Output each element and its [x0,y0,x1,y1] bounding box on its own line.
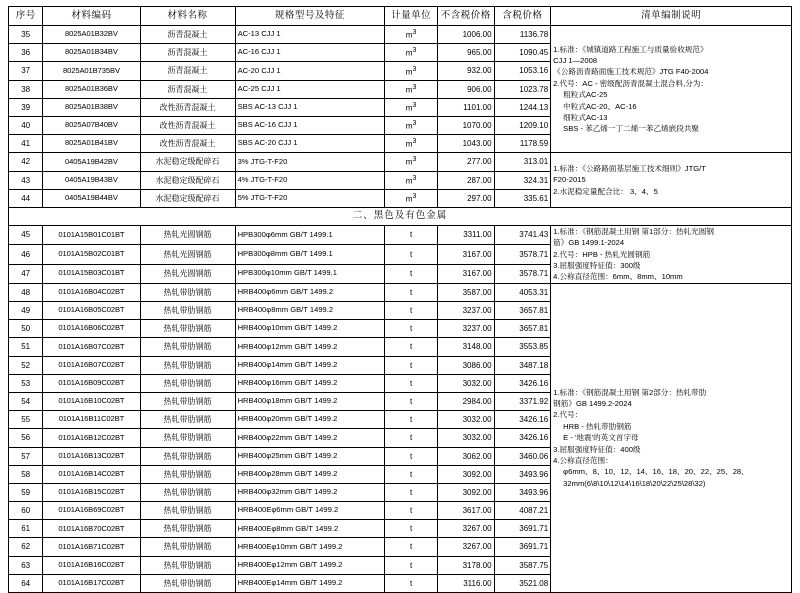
cell-unit: t [385,465,438,483]
note-line: E - '地震'的英文首字母 [563,433,639,443]
cell-name: 热轧光圆钢筋 [140,225,235,244]
cell-name: 热轧带肋钢筋 [140,302,235,320]
cell-name: 热轧带肋钢筋 [140,520,235,538]
cell-name: 热轧带肋钢筋 [140,483,235,501]
cell-price-excl-tax: 3086.00 [437,356,494,374]
cell-spec: HRB400Eφ8mm GB/T 1499.2 [235,520,385,538]
cell-unit: t [385,374,438,392]
table-row [9,26,792,44]
cell-price-incl-tax: 3691.71 [494,520,551,538]
header-spec: 规格型号及特征 [235,7,385,26]
cell-price-incl-tax: 313.01 [494,153,551,171]
cell-no: 46 [9,245,43,264]
cell-price-incl-tax: 3460.06 [494,447,551,465]
cell-name: 热轧光圆钢筋 [140,245,235,264]
header-unit: 计量单位 [385,7,438,26]
cell-price-excl-tax: 3178.00 [437,556,494,574]
cell-name: 热轧带肋钢筋 [140,338,235,356]
cell-code: 8025A01B34BV [43,44,140,62]
cell-no: 64 [9,574,43,592]
cell-price-excl-tax: 1043.00 [437,135,494,153]
cell-name: 热轧带肋钢筋 [140,502,235,520]
cell-price-excl-tax: 3092.00 [437,465,494,483]
cell-name: 热轧带肋钢筋 [140,283,235,301]
header-price-incl-tax: 含税价格 [494,7,551,26]
cell-code: 0101A16B05C02BT [43,302,140,320]
cell-price-incl-tax: 3741.43 [494,225,551,244]
cell-unit: m3 [385,189,438,207]
cell-spec: 3% JTG-T-F20 [235,153,385,171]
cell-unit: t [385,556,438,574]
cell-price-excl-tax: 3167.00 [437,264,494,283]
cell-spec: HRB400Eφ6mm GB/T 1499.2 [235,502,385,520]
cell-spec: HRB400φ6mm GB/T 1499.2 [235,283,385,301]
cell-spec: HRB400φ22mm GB/T 1499.2 [235,429,385,447]
cell-name: 热轧带肋钢筋 [140,392,235,410]
cell-price-incl-tax: 3487.18 [494,356,551,374]
note-line: 3.屈服强度特征值：400级 [553,444,641,454]
cell-unit: m3 [385,62,438,80]
cell-code: 0101A16B11C02BT [43,411,140,429]
cell-price-incl-tax: 324.31 [494,171,551,189]
cell-code: 0101A16B06C02BT [43,320,140,338]
cell-name: 沥青混凝土 [140,44,235,62]
note-line: 3.屈服强度特征值：300级 [553,261,641,271]
section-title-row [9,207,792,225]
cell-name: 改性沥青混凝土 [140,98,235,116]
cell-no: 47 [9,264,43,283]
table-body [9,26,792,593]
cell-price-incl-tax: 3426.16 [494,411,551,429]
cell-no: 54 [9,392,43,410]
cell-name: 热轧带肋钢筋 [140,574,235,592]
note-cement [551,153,792,208]
cell-name: 热轧带肋钢筋 [140,320,235,338]
cell-no: 39 [9,98,43,116]
cell-unit: m3 [385,80,438,98]
cell-unit: t [385,447,438,465]
cell-price-excl-tax: 2984.00 [437,392,494,410]
note-line: CJJ 1—2008 [553,55,598,65]
cell-name: 沥青混凝土 [140,26,235,44]
cell-spec: HRB400φ10mm GB/T 1499.2 [235,320,385,338]
cell-spec: HPB300φ8mm GB/T 1499.1 [235,245,385,264]
cell-unit: m3 [385,116,438,134]
cell-price-incl-tax: 3657.81 [494,302,551,320]
cell-unit: t [385,245,438,264]
cell-price-incl-tax: 3426.16 [494,374,551,392]
note-line: 32mm(6\8\10\12\14\16\18\20\22\25\28\32) [563,478,706,488]
cell-name: 热轧带肋钢筋 [140,556,235,574]
note-line: 1.标准：《钢筋混凝土用钢 第1部分：热轧光圆钢 [553,226,714,236]
cell-unit: m3 [385,135,438,153]
cell-price-incl-tax: 3691.71 [494,538,551,556]
cell-price-incl-tax: 3493.96 [494,483,551,501]
cell-spec: SBS AC-16 CJJ 1 [235,116,385,134]
cell-no: 55 [9,411,43,429]
cell-code: 0101A16B07C02BT [43,356,140,374]
cell-price-incl-tax: 4053.31 [494,283,551,301]
cell-price-excl-tax: 3116.00 [437,574,494,592]
cell-no: 36 [9,44,43,62]
cell-unit: t [385,429,438,447]
cell-unit: m3 [385,26,438,44]
cell-unit: t [385,225,438,244]
table-header [9,7,792,26]
material-price-table [8,6,792,593]
cell-price-excl-tax: 3311.00 [437,225,494,244]
note-asphalt [551,26,792,153]
note-line: 《公路沥青路面施工技术规范》JTG F40-2004 [553,67,709,77]
cell-no: 56 [9,429,43,447]
cell-price-incl-tax: 3578.71 [494,245,551,264]
cell-price-excl-tax: 3148.00 [437,338,494,356]
cell-price-incl-tax: 3493.96 [494,465,551,483]
cell-no: 37 [9,62,43,80]
cell-unit: t [385,483,438,501]
note-line: 钢筋》GB 1499.2-2024 [553,399,632,409]
cell-name: 热轧带肋钢筋 [140,447,235,465]
cell-spec: 4% JTG-T-F20 [235,171,385,189]
cell-price-incl-tax: 1136.78 [494,26,551,44]
cell-price-incl-tax: 4087.21 [494,502,551,520]
cell-name: 改性沥青混凝土 [140,116,235,134]
table-row [9,153,792,171]
note-line: 4.公称直径范围：6mm、8mm、10mm [553,272,683,282]
note-line: 中粒式AC-20、AC-16 [563,101,637,111]
cell-no: 35 [9,26,43,44]
cell-name: 水泥稳定级配碎石 [140,153,235,171]
cell-price-incl-tax: 1090.45 [494,44,551,62]
note-line: 2.代号：AC - 密级配沥青混凝土混合料,分为： [553,78,709,88]
cell-code: 0101A16B07C02BT [43,338,140,356]
cell-code: 0101A16B09C02BT [43,374,140,392]
cell-spec: HRB400φ18mm GB/T 1499.2 [235,392,385,410]
cell-unit: t [385,538,438,556]
header-note: 清单编制说明 [551,7,792,26]
cell-no: 58 [9,465,43,483]
cell-code: 0101A15B02C01BT [43,245,140,264]
cell-name: 热轧带肋钢筋 [140,429,235,447]
cell-price-incl-tax: 3521.08 [494,574,551,592]
cell-code: 0101A16B12C02BT [43,429,140,447]
cell-code: 8025A01B735BV [43,62,140,80]
cell-name: 热轧带肋钢筋 [140,538,235,556]
cell-name: 改性沥青混凝土 [140,135,235,153]
cell-no: 42 [9,153,43,171]
cell-no: 49 [9,302,43,320]
cell-price-excl-tax: 3092.00 [437,483,494,501]
cell-no: 44 [9,189,43,207]
note-line: 1.标准：《钢筋混凝土用钢 第2部分：热轧带肋 [553,387,707,397]
note-line: 1.标准：《城镇道路工程施工与质量验收规范》 [553,44,708,54]
cell-code: 0101A16B17C02BT [43,574,140,592]
cell-price-excl-tax: 3617.00 [437,502,494,520]
cell-no: 43 [9,171,43,189]
cell-name: 沥青混凝土 [140,62,235,80]
cell-spec: HRB400Eφ12mm GB/T 1499.2 [235,556,385,574]
cell-price-incl-tax: 3587.75 [494,556,551,574]
cell-no: 48 [9,283,43,301]
cell-name: 水泥稳定级配碎石 [140,189,235,207]
cell-unit: m3 [385,98,438,116]
note-line: F20-2015 [553,175,586,185]
cell-name: 热轧带肋钢筋 [140,465,235,483]
header-price-excl-tax: 不含税价格 [437,7,494,26]
note-line: 2.代号：HPB - 热轧光圆钢筋 [553,249,651,259]
cell-price-excl-tax: 906.00 [437,80,494,98]
cell-price-incl-tax: 1209.10 [494,116,551,134]
cell-spec: HRB400φ14mm GB/T 1499.2 [235,356,385,374]
cell-code: 8025A07B40BV [43,116,140,134]
cell-code: 0101A16B04C02BT [43,283,140,301]
cell-spec: HRB400φ16mm GB/T 1499.2 [235,374,385,392]
cell-name: 热轧带肋钢筋 [140,356,235,374]
section-title: 二、黑色及有色金属 [9,207,792,225]
cell-no: 57 [9,447,43,465]
header-code: 材料编码 [43,7,140,26]
note-hpb [551,225,792,283]
cell-no: 38 [9,80,43,98]
note-line: SBS - 苯乙烯一丁二烯一苯乙烯嵌段共聚 [563,124,700,134]
cell-price-excl-tax: 3032.00 [437,429,494,447]
cell-price-incl-tax: 335.61 [494,189,551,207]
note-line: 筋》GB 1499.1-2024 [553,238,625,248]
cell-price-excl-tax: 932.00 [437,62,494,80]
table-row [9,283,792,301]
cell-price-excl-tax: 3032.00 [437,411,494,429]
cell-price-incl-tax: 3578.71 [494,264,551,283]
cell-unit: m3 [385,44,438,62]
cell-unit: t [385,264,438,283]
cell-no: 61 [9,520,43,538]
cell-name: 热轧光圆钢筋 [140,264,235,283]
cell-price-excl-tax: 3267.00 [437,520,494,538]
cell-spec: SBS AC-20 CJJ 1 [235,135,385,153]
cell-price-incl-tax: 3657.81 [494,320,551,338]
cell-price-incl-tax: 1244.13 [494,98,551,116]
cell-code: 8025A01B38BV [43,98,140,116]
cell-unit: t [385,411,438,429]
cell-price-excl-tax: 297.00 [437,189,494,207]
cell-code: 0101A16B69C02BT [43,502,140,520]
header-name: 材料名称 [140,7,235,26]
note-line: 2.水泥稳定量配合比： 3、4、5 [553,186,658,196]
cell-code: 8025A01B32BV [43,26,140,44]
cell-spec: AC-20 CJJ 1 [235,62,385,80]
cell-code: 0101A16B16C02BT [43,556,140,574]
cell-price-excl-tax: 1070.00 [437,116,494,134]
cell-no: 51 [9,338,43,356]
note-line: 细粒式AC-13 [563,112,608,122]
cell-no: 41 [9,135,43,153]
cell-price-excl-tax: 1101.00 [437,98,494,116]
cell-code: 0101A16B13C02BT [43,447,140,465]
cell-price-excl-tax: 3167.00 [437,245,494,264]
note-hrb [551,283,792,592]
cell-unit: t [385,520,438,538]
cell-spec: HRB400Eφ14mm GB/T 1499.2 [235,574,385,592]
cell-unit: m3 [385,171,438,189]
cell-code: 0101A15B03C01BT [43,264,140,283]
cell-spec: 5% JTG-T-F20 [235,189,385,207]
cell-spec: HRB400φ32mm GB/T 1499.2 [235,483,385,501]
cell-code: 0101A15B01C01BT [43,225,140,244]
cell-spec: AC-13 CJJ 1 [235,26,385,44]
cell-name: 水泥稳定级配碎石 [140,171,235,189]
cell-no: 53 [9,374,43,392]
cell-unit: t [385,283,438,301]
cell-price-excl-tax: 3587.00 [437,283,494,301]
cell-code: 0405A19B43BV [43,171,140,189]
cell-unit: t [385,392,438,410]
cell-code: 8025A01B41BV [43,135,140,153]
cell-price-incl-tax: 3553.85 [494,338,551,356]
note-line: 4.公称直径范围： [553,456,613,465]
cell-unit: t [385,302,438,320]
cell-no: 52 [9,356,43,374]
cell-price-excl-tax: 3032.00 [437,374,494,392]
note-line: 粗粒式AC-25 [563,90,608,100]
header-no: 序号 [9,7,43,26]
note-line: 2.代号： [553,410,583,420]
cell-spec: HPB300φ6mm GB/T 1499.1 [235,225,385,244]
cell-unit: t [385,338,438,356]
cell-code: 0101A16B15C02BT [43,483,140,501]
cell-spec: HRB400φ20mm GB/T 1499.2 [235,411,385,429]
cell-unit: t [385,574,438,592]
cell-price-incl-tax: 3371.92 [494,392,551,410]
cell-unit: m3 [385,153,438,171]
cell-unit: t [385,356,438,374]
cell-spec: SBS AC-13 CJJ 1 [235,98,385,116]
cell-price-excl-tax: 277.00 [437,153,494,171]
cell-price-excl-tax: 3237.00 [437,302,494,320]
note-line: HRB - 热轧带肋钢筋 [563,421,632,431]
cell-unit: t [385,502,438,520]
cell-spec: HPB300φ10mm GB/T 1499.1 [235,264,385,283]
cell-no: 63 [9,556,43,574]
cell-spec: HRB400Eφ10mm GB/T 1499.2 [235,538,385,556]
cell-price-incl-tax: 3426.16 [494,429,551,447]
cell-spec: AC-16 CJJ 1 [235,44,385,62]
cell-code: 8025A01B36BV [43,80,140,98]
cell-code: 0405A19B42BV [43,153,140,171]
cell-no: 59 [9,483,43,501]
cell-unit: t [385,320,438,338]
cell-spec: HRB400φ25mm GB/T 1499.2 [235,447,385,465]
cell-price-incl-tax: 1053.16 [494,62,551,80]
cell-spec: HRB400φ28mm GB/T 1499.2 [235,465,385,483]
cell-no: 40 [9,116,43,134]
cell-price-excl-tax: 3237.00 [437,320,494,338]
cell-price-excl-tax: 3267.00 [437,538,494,556]
cell-code: 0101A16B71C02BT [43,538,140,556]
cell-code: 0101A16B70C02BT [43,520,140,538]
cell-no: 45 [9,225,43,244]
cell-price-excl-tax: 3062.00 [437,447,494,465]
cell-name: 沥青混凝土 [140,80,235,98]
cell-no: 60 [9,502,43,520]
cell-code: 0101A16B14C02BT [43,465,140,483]
cell-name: 热轧带肋钢筋 [140,374,235,392]
cell-spec: AC-25 CJJ 1 [235,80,385,98]
note-line: φ6mm、8、10、12、14、16、18、20、22、25、28、 [563,467,749,477]
table-row [9,225,792,244]
cell-price-excl-tax: 287.00 [437,171,494,189]
cell-code: 0405A19B44BV [43,189,140,207]
cell-no: 50 [9,320,43,338]
cell-spec: HRB400φ12mm GB/T 1499.2 [235,338,385,356]
cell-price-excl-tax: 965.00 [437,44,494,62]
note-line: 1.标准：《公路路面基层施工技术细则》JTG/T [553,164,706,173]
cell-spec: HRB400φ8mm GB/T 1499.2 [235,302,385,320]
cell-no: 62 [9,538,43,556]
cell-price-incl-tax: 1178.59 [494,135,551,153]
cell-price-incl-tax: 1023.78 [494,80,551,98]
cell-price-excl-tax: 1006.00 [437,26,494,44]
cell-name: 热轧带肋钢筋 [140,411,235,429]
cell-code: 0101A16B10C02BT [43,392,140,410]
